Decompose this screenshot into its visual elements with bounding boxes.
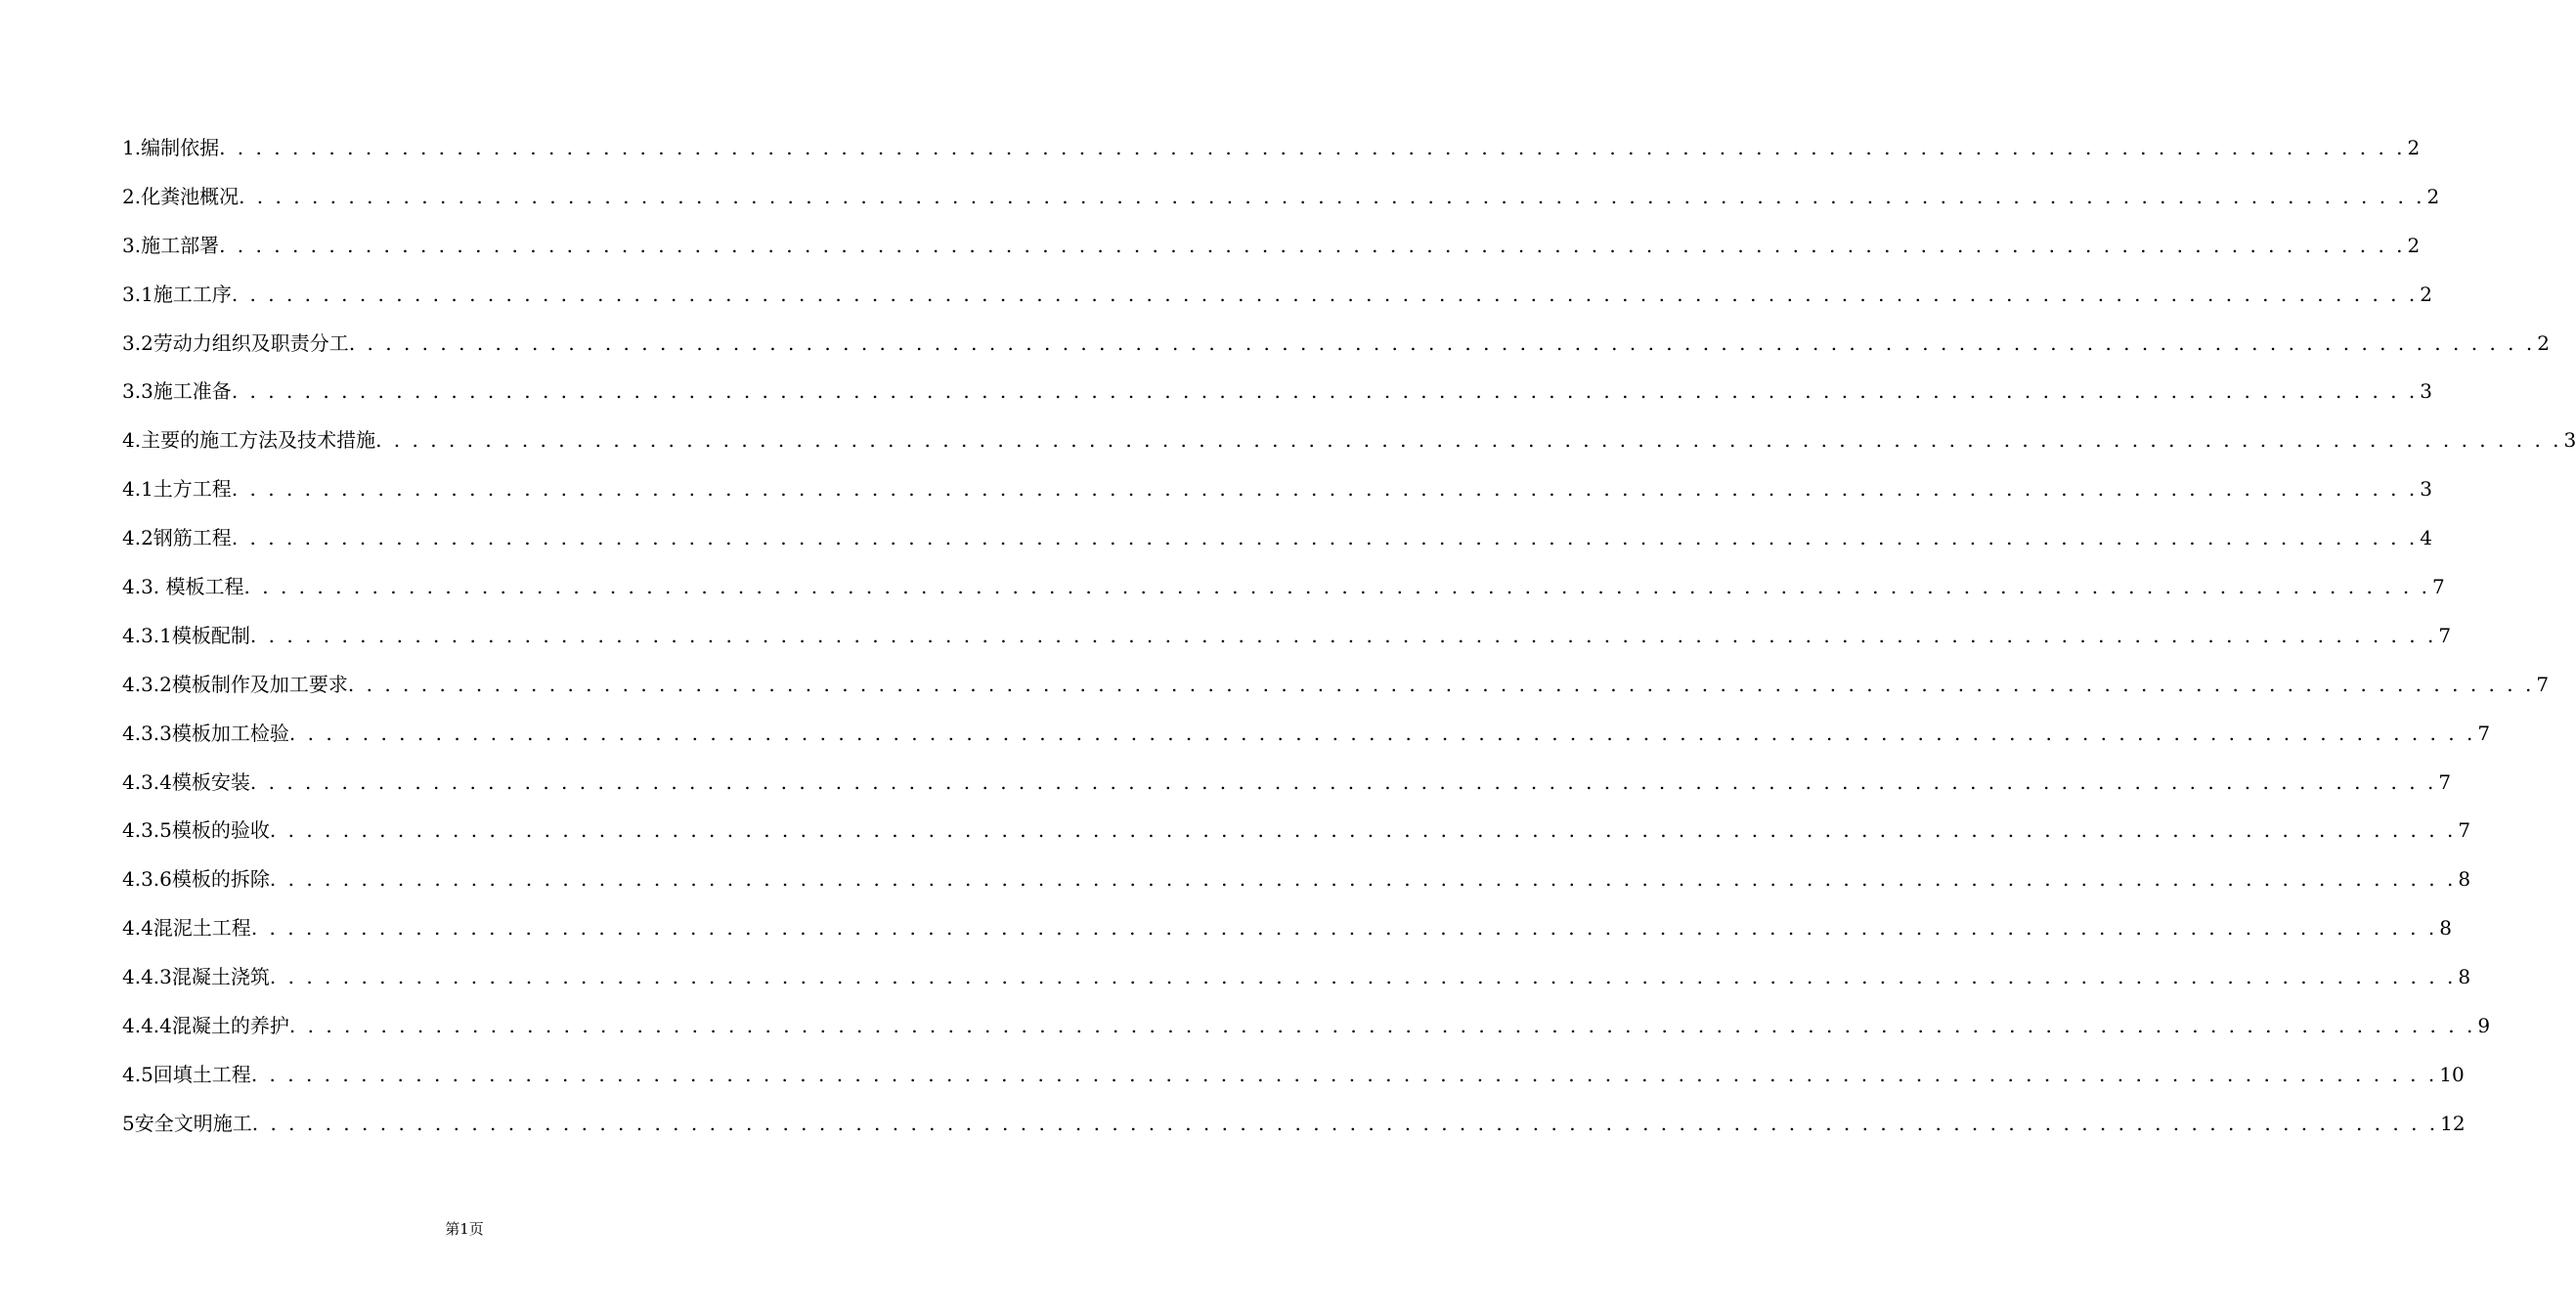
toc-leader-dots: . . . . . . . . . . . . . . . . . . . . . . . . . . . . . . . . . . . . . . . . . . . . . . . . . . . . . . . . . . . . . . . . . . . . . . . . . . . . . . . . . . . . . . . . . . . . . . . . . . . . . . . . . . . . . . . . . . . . . . . .	[269, 965, 2457, 989]
toc-entry[interactable]	[122, 621, 2452, 670]
toc-leader-dots: . . . . . . . . . . . . . . . . . . . . . . . . . . . . . . . . . . . . . . . . . . . . . . . . . . . . . . . . . . . . . . . . . . . . . . . . . . . . . . . . . . . . . . . . . . . . . . . . . . . . . . . . . . . . . . . . . . . . . . . .	[250, 1062, 2438, 1086]
toc-entry[interactable]	[122, 864, 2471, 913]
toc-leader-dots: . . . . . . . . . . . . . . . . . . . . . . . . . . . . . . . . . . . . . . . . . . . . . . . . . . . . . . . . . . . . . . . . . . . . . . . . . . . . . . . . . . . . . . . . . . . . . . . . . . . . . . . . . . . . . . . . . . . . . . . .	[231, 379, 2419, 404]
toc-entry[interactable]	[122, 425, 2576, 474]
toc-entry[interactable]	[122, 474, 2432, 523]
toc-entry-page-number: 8	[2458, 867, 2471, 892]
toc-entry[interactable]	[122, 962, 2471, 1011]
toc-entry-page-number: 2	[2420, 282, 2432, 306]
toc-entry-page-number: 7	[2477, 721, 2491, 745]
toc-entry[interactable]	[122, 523, 2432, 572]
toc-leader-dots: . . . . . . . . . . . . . . . . . . . . . . . . . . . . . . . . . . . . . . . . . . . . . . . . . . . . . . . . . . . . . . . . . . . . . . . . . . . . . . . . . . . . . . . . . . . . . . . . . . . . . . . . . . . . . . . . . . . . . . . .	[249, 769, 2437, 794]
toc-entry[interactable]	[122, 231, 2421, 280]
toc-entry[interactable]	[122, 328, 2550, 377]
toc-leader-dots: . . . . . . . . . . . . . . . . . . . . . . . . . . . . . . . . . . . . . . . . . . . . . . . . . . . . . . . . . . . . . . . . . . . . . . . . . . . . . . . . . . . . . . . . . . . . . . . . . . . . . . . . . . . . . . . . . . . . . . . .	[231, 477, 2419, 502]
toc-entry-page-number: 8	[2458, 965, 2471, 989]
toc-entry-title: 4.2钢筋工程	[122, 526, 232, 550]
toc-leader-dots: . . . . . . . . . . . . . . . . . . . . . . . . . . . . . . . . . . . . . . . . . . . . . . . . . . . . . . . . . . . . . . . . . . . . . . . . . . . . . . . . . . . . . . . . . . . . . . . . . . . . . . . . . . . . . . . . . . . . . . . .	[269, 818, 2457, 843]
toc-leader-dots: . . . . . . . . . . . . . . . . . . . . . . . . . . . . . . . . . . . . . . . . . . . . . . . . . . . . . . . . . . . . . . . . . . . . . . . . . . . . . . . . . . . . . . . . . . . . . . . . . . . . . . . . . . . . . . . . . . . . . . . .	[219, 233, 2406, 257]
toc-leader-dots: . . . . . . . . . . . . . . . . . . . . . . . . . . . . . . . . . . . . . . . . . . . . . . . . . . . . . . . . . . . . . . . . . . . . . . . . . . . . . . . . . . . . . . . . . . . . . . . . . . . . . . . . . . . . . . . . . . . . . . . .	[375, 428, 2562, 453]
toc-entry-title: 4.4.4混凝土的养护	[122, 1014, 289, 1038]
toc-entry-page-number: 8	[2439, 916, 2452, 941]
toc-entry[interactable]	[122, 913, 2452, 962]
toc-entry[interactable]	[122, 1109, 2466, 1158]
toc-entry[interactable]	[122, 280, 2432, 328]
toc-entry[interactable]	[122, 1011, 2491, 1060]
toc-entry-title: 2.化粪池概况	[122, 184, 240, 208]
toc-entry[interactable]	[122, 572, 2445, 621]
toc-entry-title: 5安全文明施工	[122, 1111, 252, 1135]
toc-entry-title: 1.编制依据	[122, 136, 220, 159]
toc-entry[interactable]	[122, 182, 2440, 231]
toc-entry-title: 4.4混泥土工程	[122, 916, 251, 941]
toc-leader-dots: . . . . . . . . . . . . . . . . . . . . . . . . . . . . . . . . . . . . . . . . . . . . . . . . . . . . . . . . . . . . . . . . . . . . . . . . . . . . . . . . . . . . . . . . . . . . . . . . . . . . . . . . . . . . . . . . . . . . . . . .	[348, 330, 2536, 355]
toc-entry[interactable]	[122, 767, 2452, 816]
toc-entry-title: 4.1土方工程	[122, 477, 232, 502]
toc-entry-page-number: 2	[2407, 136, 2421, 159]
toc-entry-page-number: 2	[2426, 184, 2440, 208]
toc-entry-page-number: 2	[2407, 233, 2421, 257]
toc-leader-dots: . . . . . . . . . . . . . . . . . . . . . . . . . . . . . . . . . . . . . . . . . . . . . . . . . . . . . . . . . . . . . . . . . . . . . . . . . . . . . . . . . . . . . . . . . . . . . . . . . . . . . . . . . . . . . . . . . . . . . . . .	[347, 672, 2535, 696]
toc-entry-page-number: 7	[2438, 623, 2452, 647]
toc-entry-page-number: 3	[2420, 379, 2432, 404]
toc-leader-dots: . . . . . . . . . . . . . . . . . . . . . . . . . . . . . . . . . . . . . . . . . . . . . . . . . . . . . . . . . . . . . . . . . . . . . . . . . . . . . . . . . . . . . . . . . . . . . . . . . . . . . . . . . . . . . . . . . . . . . . . .	[288, 721, 2476, 745]
toc-entry-page-number: 4	[2420, 526, 2432, 550]
toc-entry-title: 3.3施工准备	[122, 379, 232, 404]
table-of-contents	[122, 133, 2576, 1158]
toc-leader-dots: . . . . . . . . . . . . . . . . . . . . . . . . . . . . . . . . . . . . . . . . . . . . . . . . . . . . . . . . . . . . . . . . . . . . . . . . . . . . . . . . . . . . . . . . . . . . . . . . . . . . . . . . . . . . . . . . . . . . . . . .	[288, 1014, 2476, 1038]
toc-entry[interactable]	[122, 376, 2432, 425]
toc-entry-page-number: 10	[2439, 1062, 2465, 1086]
toc-entry-page-number: 7	[2458, 818, 2471, 843]
toc-leader-dots: . . . . . . . . . . . . . . . . . . . . . . . . . . . . . . . . . . . . . . . . . . . . . . . . . . . . . . . . . . . . . . . . . . . . . . . . . . . . . . . . . . . . . . . . . . . . . . . . . . . . . . . . . . . . . . . . . . . . . . . .	[231, 526, 2419, 550]
toc-entry-title: 3.1施工工序	[122, 282, 232, 306]
toc-entry[interactable]	[122, 670, 2550, 719]
toc-entry-title: 4.3.2模板制作及加工要求	[122, 672, 348, 696]
toc-leader-dots: . . . . . . . . . . . . . . . . . . . . . . . . . . . . . . . . . . . . . . . . . . . . . . . . . . . . . . . . . . . . . . . . . . . . . . . . . . . . . . . . . . . . . . . . . . . . . . . . . . . . . . . . . . . . . . . . . . . . . . . .	[249, 623, 2437, 647]
toc-leader-dots: . . . . . . . . . . . . . . . . . . . . . . . . . . . . . . . . . . . . . . . . . . . . . . . . . . . . . . . . . . . . . . . . . . . . . . . . . . . . . . . . . . . . . . . . . . . . . . . . . . . . . . . . . . . . . . . . . . . . . . . .	[219, 136, 2406, 159]
toc-entry-title: 3.2劳动力组织及职责分工	[122, 330, 349, 355]
toc-entry-title: 4.5回填土工程	[122, 1062, 251, 1086]
toc-leader-dots: . . . . . . . . . . . . . . . . . . . . . . . . . . . . . . . . . . . . . . . . . . . . . . . . . . . . . . . . . . . . . . . . . . . . . . . . . . . . . . . . . . . . . . . . . . . . . . . . . . . . . . . . . . . . . . . . . . . . . . . .	[243, 575, 2430, 599]
toc-entry-page-number: 2	[2537, 330, 2550, 355]
toc-leader-dots: . . . . . . . . . . . . . . . . . . . . . . . . . . . . . . . . . . . . . . . . . . . . . . . . . . . . . . . . . . . . . . . . . . . . . . . . . . . . . . . . . . . . . . . . . . . . . . . . . . . . . . . . . . . . . . . . . . . . . . . .	[269, 867, 2457, 892]
toc-entry[interactable]	[122, 719, 2491, 767]
toc-entry-title: 4.3. 模板工程	[122, 575, 244, 599]
toc-entry-page-number: 7	[2431, 575, 2445, 599]
toc-leader-dots: . . . . . . . . . . . . . . . . . . . . . . . . . . . . . . . . . . . . . . . . . . . . . . . . . . . . . . . . . . . . . . . . . . . . . . . . . . . . . . . . . . . . . . . . . . . . . . . . . . . . . . . . . . . . . . . . . . . . . . . .	[239, 184, 2425, 208]
toc-entry-page-number: 3	[2563, 428, 2576, 453]
toc-entry-title: 4.3.5模板的验收	[122, 818, 270, 843]
toc-entry[interactable]	[122, 133, 2421, 182]
toc-entry-page-number: 12	[2440, 1111, 2466, 1135]
toc-entry-title: 4.4.3混凝土浇筑	[122, 965, 270, 989]
toc-leader-dots: . . . . . . . . . . . . . . . . . . . . . . . . . . . . . . . . . . . . . . . . . . . . . . . . . . . . . . . . . . . . . . . . . . . . . . . . . . . . . . . . . . . . . . . . . . . . . . . . . . . . . . . . . . . . . . . . . . . . . . . .	[231, 282, 2419, 306]
toc-entry-title: 4.3.4模板安装	[122, 769, 250, 794]
toc-entry-title: 4.主要的施工方法及技术措施	[122, 428, 376, 453]
toc-entry-title: 3.施工部署	[122, 233, 220, 257]
toc-leader-dots: . . . . . . . . . . . . . . . . . . . . . . . . . . . . . . . . . . . . . . . . . . . . . . . . . . . . . . . . . . . . . . . . . . . . . . . . . . . . . . . . . . . . . . . . . . . . . . . . . . . . . . . . . . . . . . . . . . . . . . . .	[250, 916, 2438, 941]
toc-entry[interactable]	[122, 1060, 2465, 1109]
toc-entry-title: 4.3.1模板配制	[122, 623, 250, 647]
toc-leader-dots: . . . . . . . . . . . . . . . . . . . . . . . . . . . . . . . . . . . . . . . . . . . . . . . . . . . . . . . . . . . . . . . . . . . . . . . . . . . . . . . . . . . . . . . . . . . . . . . . . . . . . . . . . . . . . . . . . . . . . . . .	[251, 1111, 2439, 1135]
toc-entry-page-number: 3	[2420, 477, 2432, 502]
toc-entry[interactable]	[122, 815, 2471, 864]
toc-entry-page-number: 7	[2536, 672, 2550, 696]
page-footer: 第1页	[445, 1220, 484, 1238]
toc-entry-page-number: 9	[2477, 1014, 2491, 1038]
toc-entry-title: 4.3.3模板加工检验	[122, 721, 289, 745]
toc-entry-page-number: 7	[2438, 769, 2452, 794]
toc-entry-title: 4.3.6模板的拆除	[122, 867, 270, 892]
